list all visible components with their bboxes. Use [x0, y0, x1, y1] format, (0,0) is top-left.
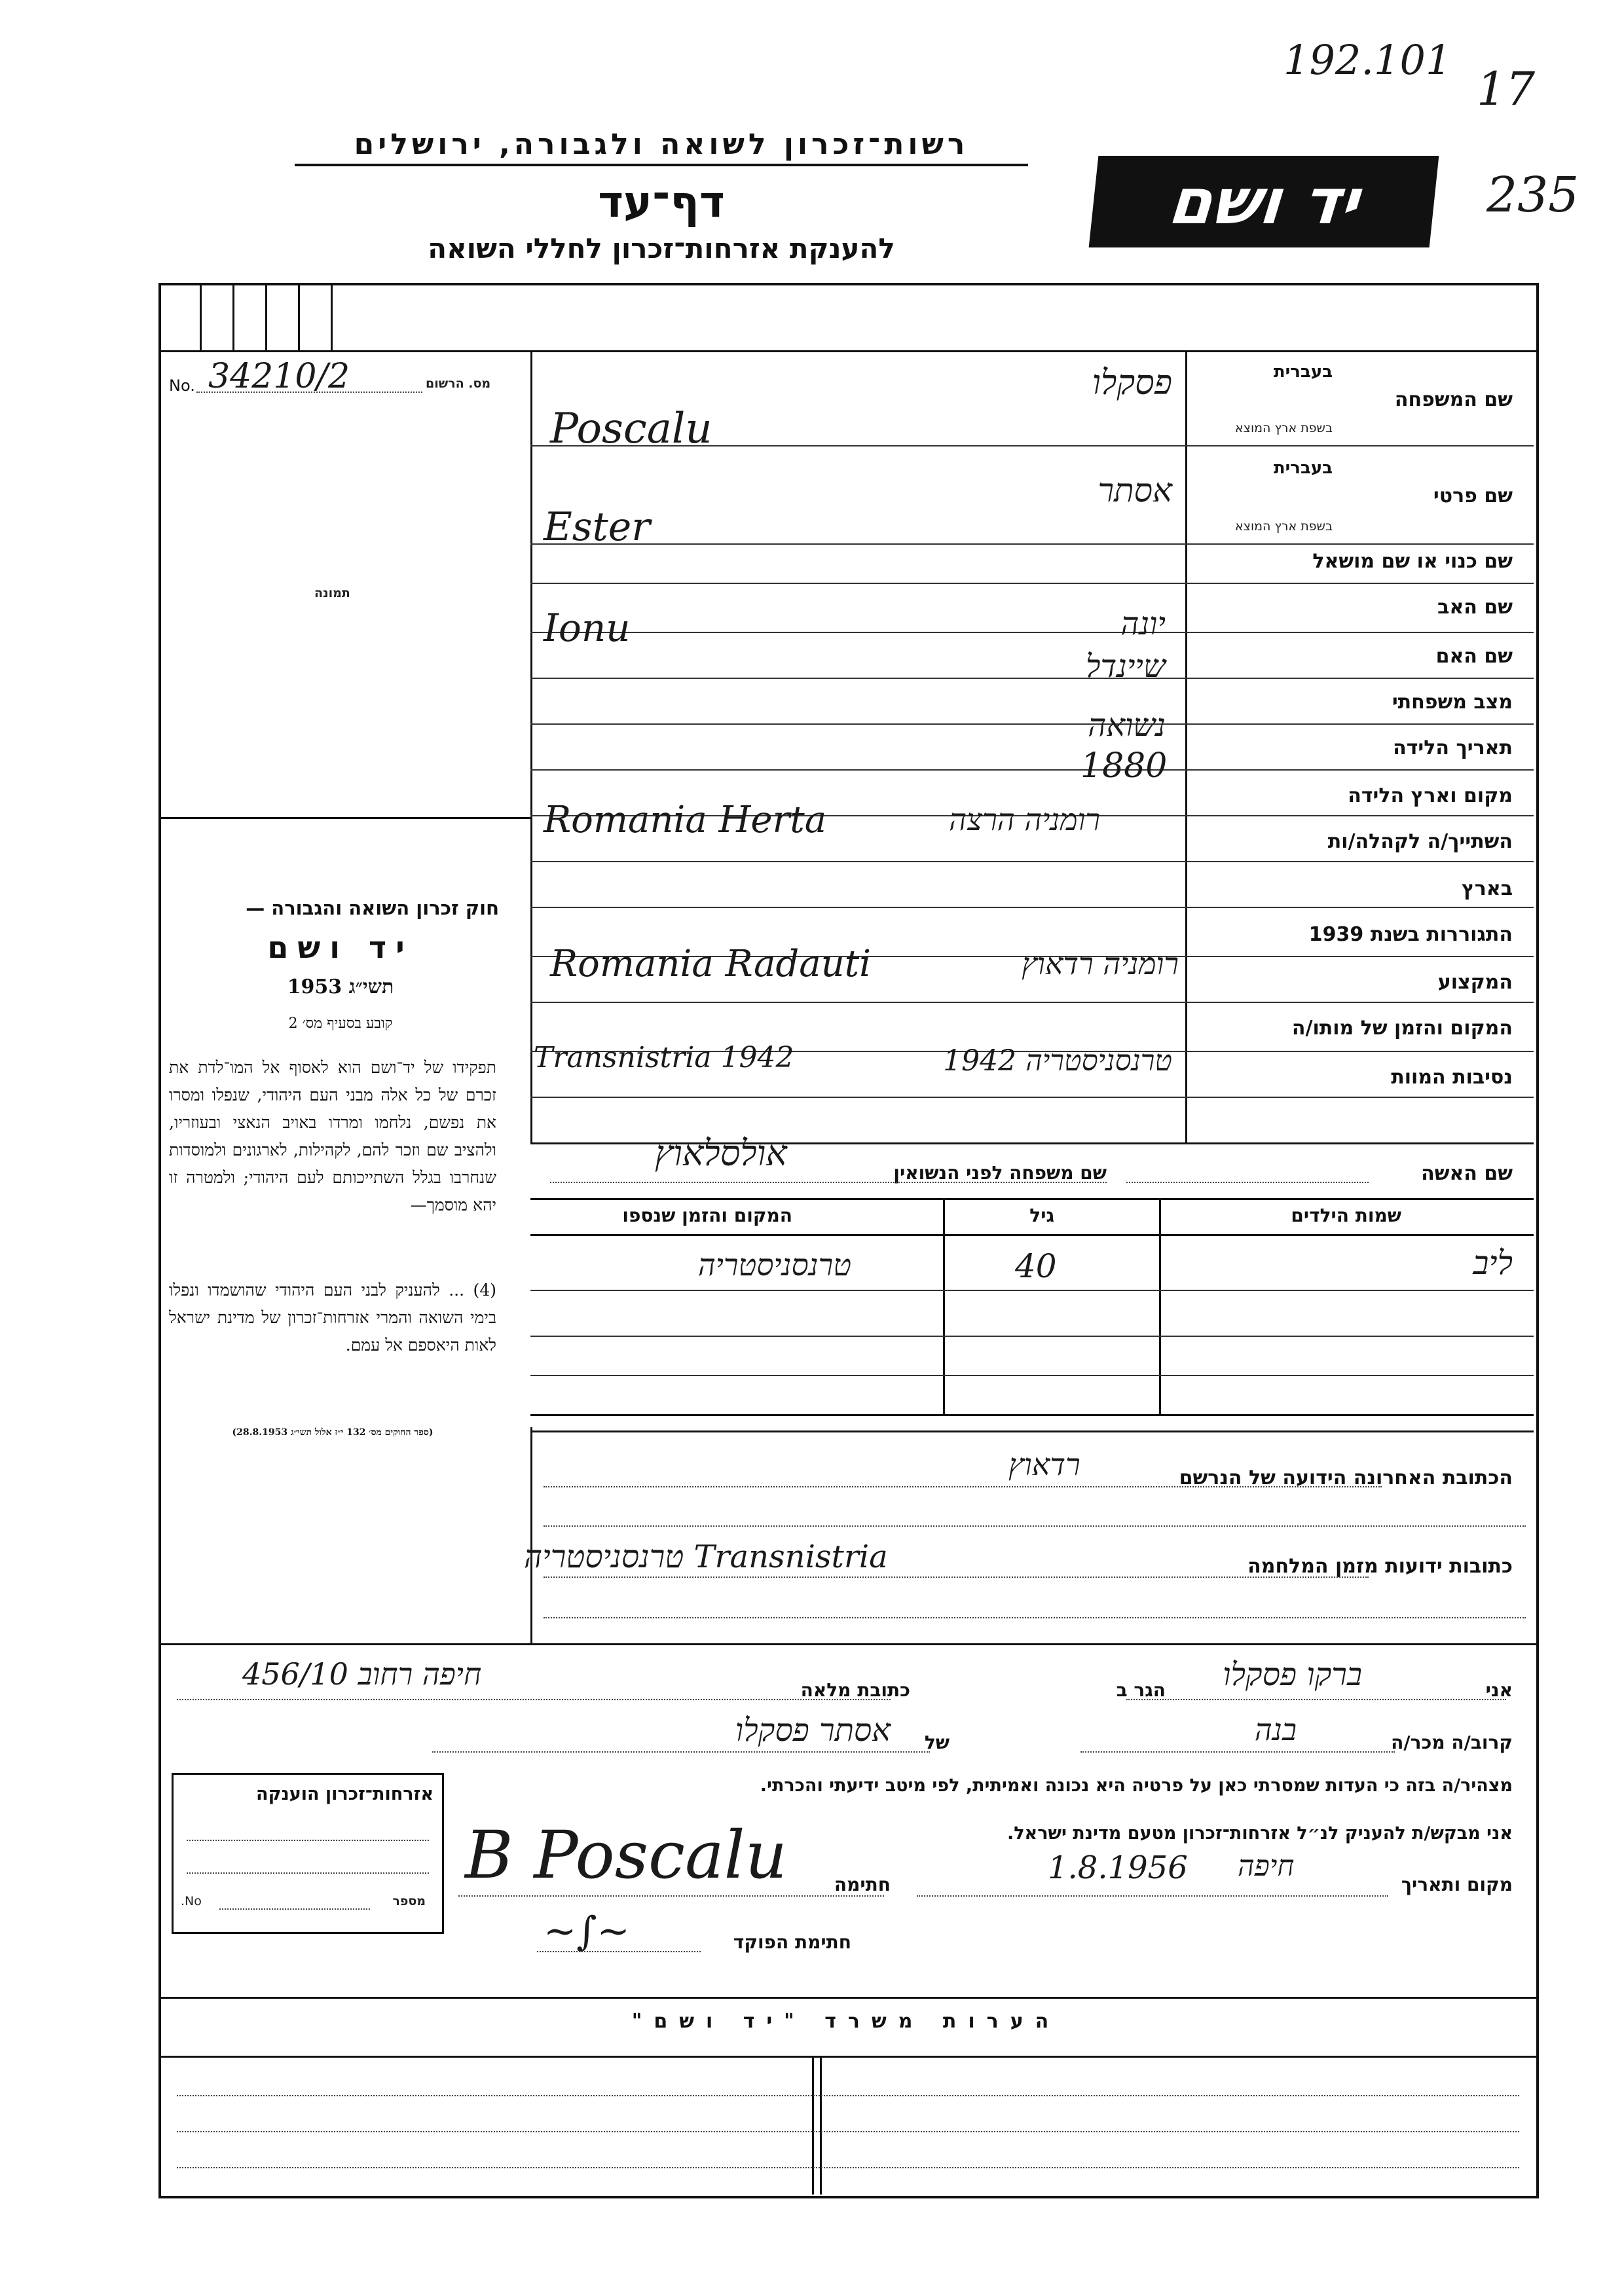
- community-label: השתייך/ה לקהלה/ות: [1327, 830, 1513, 853]
- declarant-signature: B Poscalu: [465, 1817, 788, 1893]
- children-age-header: גיל: [1029, 1205, 1054, 1226]
- last-address-value: רדאוץ: [1008, 1447, 1080, 1482]
- father-name-value: Ionu: [544, 606, 631, 650]
- of-value: אסתר פסקלו: [735, 1712, 891, 1749]
- first-name-hebrew-label: בעברית: [1273, 458, 1333, 478]
- law-footnote: (ספר החוקים מס׳ 132 י״ז אלול תשי״ג 28.8.1953): [232, 1427, 434, 1438]
- law-paragraph-1: תפקידו של יד־ושם הוא לאסוף אל המו־לדת את זכרם של כל אלה מבני העם היהודי, שנפלו ומסרו את נפשם, נלחמו ומרדו באויב הנאצי ובעוזריו, ולהציב שם וזכר להם, לקהילות, לארגונים ולמוסדות שנחרבו בגלל השתייכותם לעם היהודי; ולמטרה זו יהא מוסמך—: [169, 1058, 496, 1214]
- declaration-place: חיפה: [1238, 1850, 1295, 1883]
- declarant-name: ברקו פסקלו: [1223, 1656, 1362, 1693]
- yad-vashem-logo: [1089, 156, 1439, 247]
- war-addresses-value: טרנסניסטריה Transnistria: [524, 1539, 888, 1575]
- law-subtitle: יד ושם: [267, 930, 414, 965]
- registration-number: 34210/2: [208, 357, 350, 396]
- law-year: תשי״ג 1953: [287, 975, 394, 998]
- birth-place-hebrew-value: רומניה הרצה: [949, 802, 1100, 837]
- logo-text: יד ושם: [1165, 165, 1363, 238]
- war-addresses-label: כתובות ידועות מזמן המלחמה: [1247, 1555, 1513, 1578]
- birth-date-value: 1880: [1080, 746, 1168, 786]
- authority-name: רשות־זכרון לשואה ולגבורה, ירושלים: [295, 128, 1028, 166]
- signature-label: חתימה: [834, 1874, 891, 1895]
- officer-signature: ~∫~: [544, 1908, 630, 1954]
- citizenship-request: אני מבקש/ת להעניק לנ״ל אזרחות־זכרון מטעם מדינת ישראל.: [1006, 1823, 1513, 1844]
- residing-label: הגר ב: [1116, 1679, 1166, 1701]
- child-place: טרנסניסטריה: [697, 1247, 851, 1283]
- father-name-hebrew-value: יונה: [1120, 606, 1166, 642]
- death-place-label: המקום והזמן של מותו/ה: [1291, 1017, 1513, 1040]
- residence-1939-hebrew-value: רומניה רדאוץ: [1022, 946, 1179, 981]
- of-label: של: [924, 1732, 950, 1753]
- family-name-label: שם המשפחה: [1394, 388, 1513, 411]
- family-name-local-label: בשפת ארץ המוצא: [1234, 421, 1333, 435]
- profession-label: המקצוע: [1437, 971, 1513, 994]
- child-name: ליב: [1473, 1244, 1513, 1282]
- marital-status-label: מצב משפחתי: [1392, 691, 1513, 714]
- mother-name-value: שיינדל: [1086, 648, 1166, 685]
- office-notes-label: הערות משרד "יד ושם": [631, 2010, 1061, 2033]
- father-name-label: שם האב: [1437, 596, 1513, 619]
- declarant-label: אני: [1485, 1679, 1513, 1701]
- last-address-label: הכתובת האחרונה הידועה של הנרשם: [1179, 1467, 1513, 1489]
- declaration-statement: מצהיר/ה בזה כי העדות שמסרתי כאן על פרטיה היא נכונה ואמיתית, לפי מיטב ידיעתי והכרתי.: [760, 1776, 1513, 1796]
- registration-label: מס. הרשום: [426, 376, 491, 391]
- birth-place-value: Romania Herta: [544, 799, 827, 841]
- law-section: קובע בסעיף מס׳ 2: [288, 1015, 393, 1032]
- spouse-value: אולסלאוץ: [655, 1133, 787, 1174]
- birth-place-label: מקום וארץ הלידה: [1348, 784, 1513, 807]
- declaration-date: 1.8.1956: [1048, 1850, 1188, 1886]
- nickname-label: שם כנוי או שם מושאל: [1312, 550, 1513, 573]
- relation-value: בנה: [1254, 1712, 1297, 1747]
- mother-name-label: שם האם: [1435, 645, 1513, 668]
- form-subtitle: להענקת אזרחות־זכרון לחללי השואה: [428, 232, 895, 264]
- children-place-header: המקום והזמן שנספו: [622, 1205, 792, 1226]
- full-address-label: כתובת מלאה: [800, 1679, 910, 1701]
- officer-signature-label: חתימת הפוקד: [733, 1931, 851, 1953]
- marital-status-value: נשואה: [1088, 707, 1166, 744]
- country-label: בארץ: [1461, 877, 1513, 900]
- archive-number: 192.101: [1283, 36, 1452, 84]
- first-name-local-value: Ester: [544, 504, 650, 550]
- death-circumstances-label: נסיבות המוות: [1391, 1066, 1513, 1089]
- law-paragraph-2: (4) ... להעניק לבני העם היהודי שהושמדו ונפלו בימי השואה והמרי אזרחות־זכרון של מדינת ישראל לאות היאספם אל עמם.: [169, 1281, 496, 1355]
- side-mark: 17: [1477, 62, 1536, 116]
- citizenship-number-label: מספר: [392, 1894, 426, 1908]
- death-place-value: Transnistria 1942: [534, 1041, 794, 1074]
- corner-number: 235: [1486, 167, 1579, 223]
- place-date-label: מקום ותאריך: [1401, 1874, 1513, 1895]
- children-names-header: שמות הילדים: [1291, 1205, 1401, 1226]
- relation-label: קרוב/ה מכר/ה: [1391, 1732, 1513, 1753]
- family-name-hebrew-label: בעברית: [1273, 362, 1333, 382]
- residence-1939-label: התגוררות בשנת 1939: [1308, 923, 1513, 946]
- family-name-local-value: Poscalu: [550, 405, 712, 453]
- child-age: 40: [1015, 1247, 1057, 1285]
- citizenship-no-label: No.: [181, 1894, 202, 1908]
- registration-no-label: No.: [169, 376, 195, 395]
- spouse-maiden-label: שם משפחה לפני הנשואין: [893, 1162, 1107, 1184]
- first-name-label: שם פרטי: [1433, 484, 1513, 507]
- declarant-address: חיפה רחוב 456/10: [242, 1656, 482, 1692]
- spouse-label: שם האשה: [1421, 1162, 1513, 1185]
- first-name-hebrew-value: אסתר: [1098, 471, 1172, 509]
- form-title: דף־עד: [598, 177, 725, 227]
- law-title: חוק זכרון השואה והגבורה —: [246, 897, 499, 919]
- photo-label: תמונה: [314, 586, 350, 600]
- citizenship-granted-title: אזרחות־זכרון הוענקה: [256, 1784, 434, 1804]
- first-name-local-label: בשפת ארץ המוצא: [1234, 519, 1333, 534]
- family-name-hebrew-value: פסקלו: [1092, 363, 1172, 403]
- birth-date-label: תאריך הלידה: [1393, 737, 1513, 759]
- residence-1939-value: Romania Radauti: [550, 943, 872, 985]
- death-place-hebrew-value: טרנסניסטריה 1942: [943, 1044, 1172, 1078]
